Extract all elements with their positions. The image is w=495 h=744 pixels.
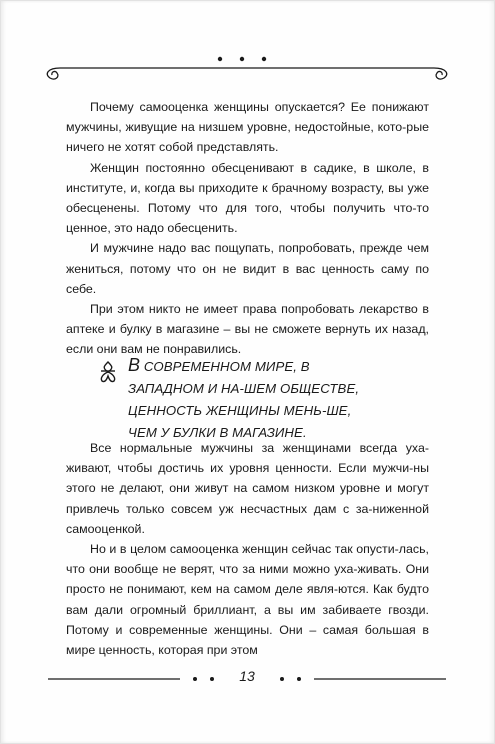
ornament-dot bbox=[240, 57, 244, 61]
paragraph: Но и в целом самооценка женщин сейчас так опусти-лась, что они вообще не верят, что за ними можно уха-живать. Они просто не понимают, кем на самом деле явля-ются. Как будто вам дали огромный бриллиант, а вы им забиваете гвозди. Потому и современные женщины. Они – самая большая в мире ценность, которая при этом bbox=[66, 542, 429, 658]
ornament-dot bbox=[218, 57, 222, 61]
ornament-dot bbox=[297, 677, 301, 681]
pull-quote-initial: В bbox=[128, 355, 141, 375]
paragraph: Все нормальные мужчины за женщинами всегда уха-живают, чтобы достичь их уровня ценности. Если мужчи-ны этого не делают, они живут на самом низком уровне и могут привлечь только совсем уж несчастных дам с за-ниженной самооценкой. bbox=[66, 441, 429, 536]
text-block-top bbox=[66, 97, 429, 360]
pull-quote-text bbox=[128, 354, 384, 444]
ornament-dot bbox=[210, 677, 214, 681]
paragraph: Почему самооценка женщины опускается? Ее понижают мужчины, живущие на низшем уровне, недостойные, кото-рые ничего не хотят собой представлять. bbox=[66, 100, 429, 155]
paragraph: И мужчине надо вас пощупать, попробовать, прежде чем жениться, потому что он не видит в вас ценность саму по себе. bbox=[66, 241, 429, 296]
pull-quote-body: СОВРЕМЕННОМ МИРЕ, В ЗАПАДНОМ И НА-ШЕМ ОБЩЕСТВЕ, ЦЕННОСТЬ ЖЕНЩИНЫ МЕНЬ-ШЕ, ЧЕМ У БУЛКИ В МАГАЗИНЕ. bbox=[128, 359, 360, 440]
top-ornament-flourish bbox=[40, 52, 454, 82]
paragraph: Женщин постоянно обесценивают в садике, в школе, в институте, и, когда вы приходите к брачному возрасту, вы уже обесценены. Потому что для того, чтобы получить что-то ценное, это надо обесценить. bbox=[66, 160, 429, 236]
paragraph: При этом никто не имеет права попробовать лекарство в аптеке и булку в магазине – вы не сможете вернуть их назад, если они вам не понравились. bbox=[66, 302, 429, 357]
page-number: 13 bbox=[239, 668, 255, 684]
ornament-dot bbox=[280, 677, 284, 681]
ornament-dot bbox=[193, 677, 197, 681]
fleuron-icon bbox=[98, 360, 118, 384]
ornament-dot bbox=[262, 57, 266, 61]
text-block-bottom bbox=[66, 438, 429, 660]
